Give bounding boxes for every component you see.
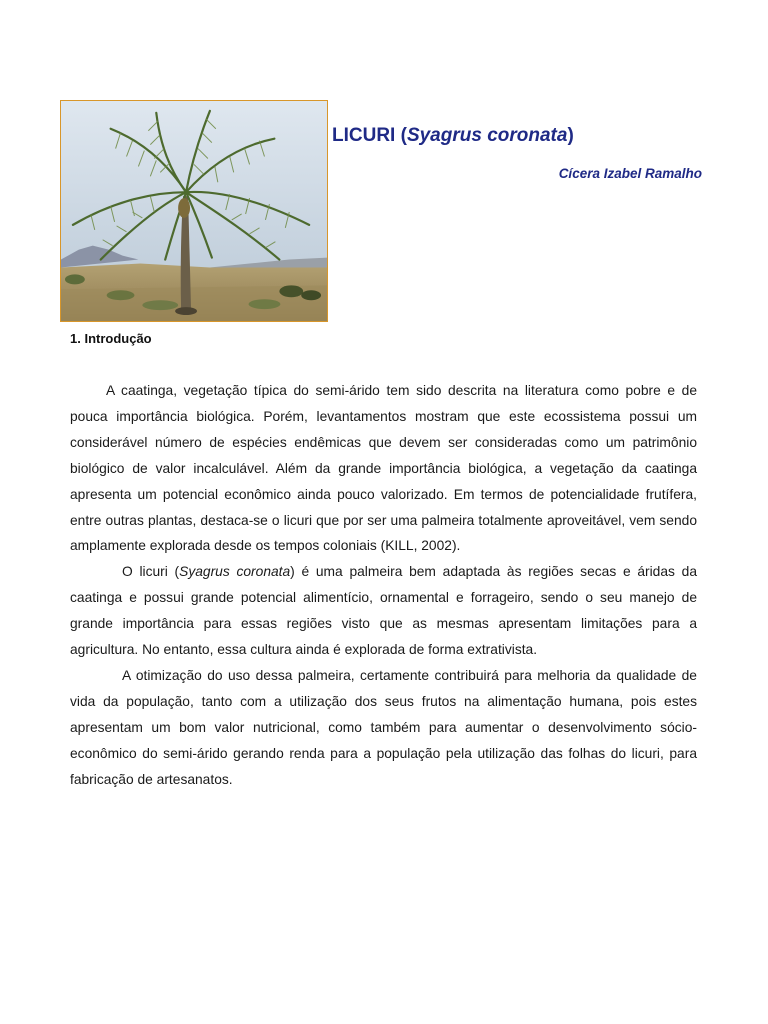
- section-heading: 1. Introdução: [70, 331, 152, 346]
- paragraph-2-end: ) é uma palmeira bem adaptada às regiões secas e áridas da caatinga e possui grande potencial alimentício, ornamental e forrageiro, sendo o seu manejo de grande importância para essas regiões visto que as mesmas apresentam limitações para a agricultura. No entanto, essa cultura ainda é explorada de forma extrativista.: [70, 564, 697, 658]
- document-title: [332, 125, 574, 147]
- author-name: Cícera Izabel Ramalho: [558, 166, 702, 181]
- paragraph-2: [70, 559, 697, 663]
- paragraph-2-scientific-name: Syagrus coronata: [179, 564, 291, 580]
- paragraph-3: A otimização do uso dessa palmeira, certamente contribuirá para melhoria da qualidade de vida da população, tanto com a utilização dos seus frutos na alimentação humana, pois estes apresentam um bom valor nutricional, como também para aumentar o desenvolvimento sócio-econômico do semi-árido gerando renda para a população pela utilização das folhas do licuri, para fabricação de artesanatos.: [70, 667, 697, 787]
- palm-illustration: [61, 101, 327, 321]
- title-paren-close: ): [567, 125, 574, 146]
- title-scientific-name: Syagrus coronata: [406, 125, 568, 146]
- title-paren-open: (: [395, 125, 407, 146]
- body-text: [70, 378, 697, 793]
- title-main: LICURI: [332, 125, 396, 146]
- paragraph-1: A caatinga, vegetação típica do semi-árido tem sido descrita na literatura como pobre e de pouca importância biológica. Porém, levantamentos mostram que este ecossistema possui um considerável número de espécies endêmicas que devem ser consideradas como um patrimônio biológico de valor incalculável. Além da grande importância biológica, a vegetação da caatinga apresenta um potencial econômico ainda pouco valorizado. Em termos de potencialidade frutífera, entre outras plantas, destaca-se o licuri que por ser uma palmeira totalmente aproveitável, vem sendo amplamente explorada desde os tempos coloniais (KILL, 2002).: [70, 383, 697, 554]
- paragraph-2-start: O licuri (: [122, 564, 180, 580]
- licuri-palm-photo: [60, 100, 328, 322]
